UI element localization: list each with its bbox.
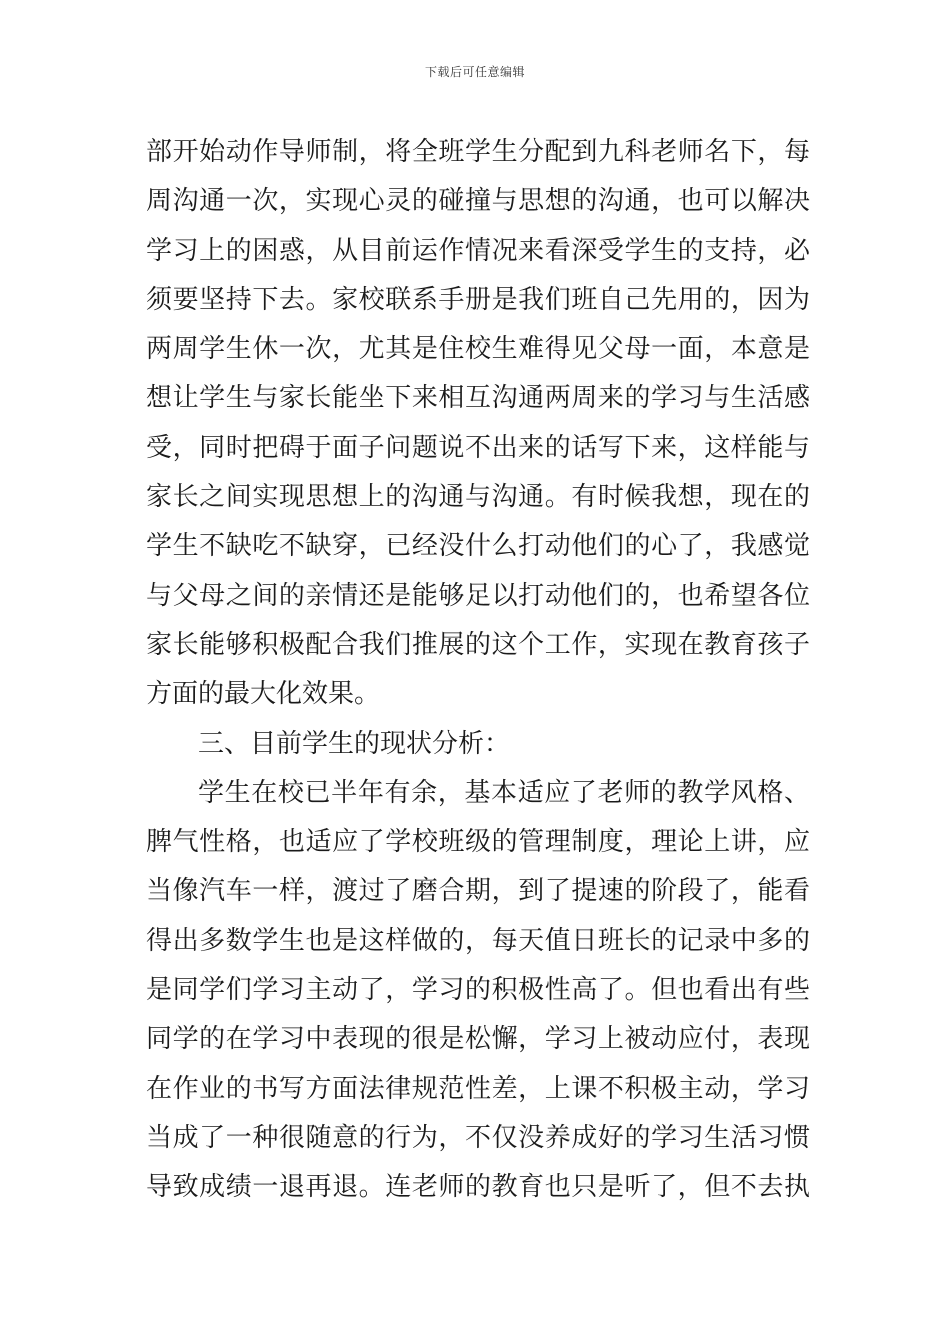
text-line: 方面的最大化效果。 — [146, 679, 381, 710]
text-line: 导致成绩一退再退。连老师的教育也只是听了，但不去执 — [146, 1172, 810, 1203]
text-line: 同学的在学习中表现的很是松懈，学习上被动应付，表现 — [146, 1024, 810, 1055]
text-line: 得出多数学生也是这样做的，每天值日班长的记录中多的 — [146, 925, 810, 956]
text-line: 周沟通一次，实现心灵的碰撞与思想的沟通，也可以解决 — [146, 186, 810, 217]
section-heading: 三、目前学生的现状分析： — [198, 728, 511, 759]
text-line: 须要坚持下去。家校联系手册是我们班自己先用的，因为 — [146, 284, 810, 315]
text-line: 在作业的书写方面法律规范性差，上课不积极主动，学习 — [146, 1073, 810, 1104]
text-line: 当像汽车一样，渡过了磨合期，到了提速的阶段了，能看 — [146, 876, 810, 907]
text-line: 部开始动作导师制，将全班学生分配到九科老师名下，每 — [146, 137, 810, 167]
document-body — [146, 128, 810, 1213]
text-line: 想让学生与家长能坐下来相互沟通两周来的学习与生活感 — [146, 383, 810, 414]
text-line: 家长能够积极配合我们推展的这个工作，实现在教育孩子 — [146, 629, 810, 660]
text-line: 学生在校已半年有余，基本适应了老师的教学风格、 — [198, 777, 810, 808]
page-header-note: 下载后可任意编辑 — [424, 65, 525, 79]
text-line: 当成了一种很随意的行为，不仅没养成好的学习生活习惯 — [146, 1122, 810, 1153]
text-line: 学习上的困惑，从目前运作情况来看深受学生的支持，必 — [146, 235, 810, 266]
text-line: 两周学生休一次，尤其是住校生难得见父母一面，本意是 — [146, 334, 810, 365]
text-line: 受，同时把碍于面子问题说不出来的话写下来，这样能与 — [146, 432, 810, 463]
text-line: 学生不缺吃不缺穿，已经没什么打动他们的心了，我感觉 — [146, 531, 810, 562]
text-line: 家长之间实现思想上的沟通与沟通。有时候我想，现在的 — [146, 482, 810, 513]
text-line: 脾气性格，也适应了学校班级的管理制度，理论上讲，应 — [146, 827, 810, 858]
text-line: 是同学们学习主动了，学习的积极性高了。但也看出有些 — [146, 975, 810, 1006]
text-line: 与父母之间的亲情还是能够足以打动他们的，也希望各位 — [146, 580, 810, 611]
